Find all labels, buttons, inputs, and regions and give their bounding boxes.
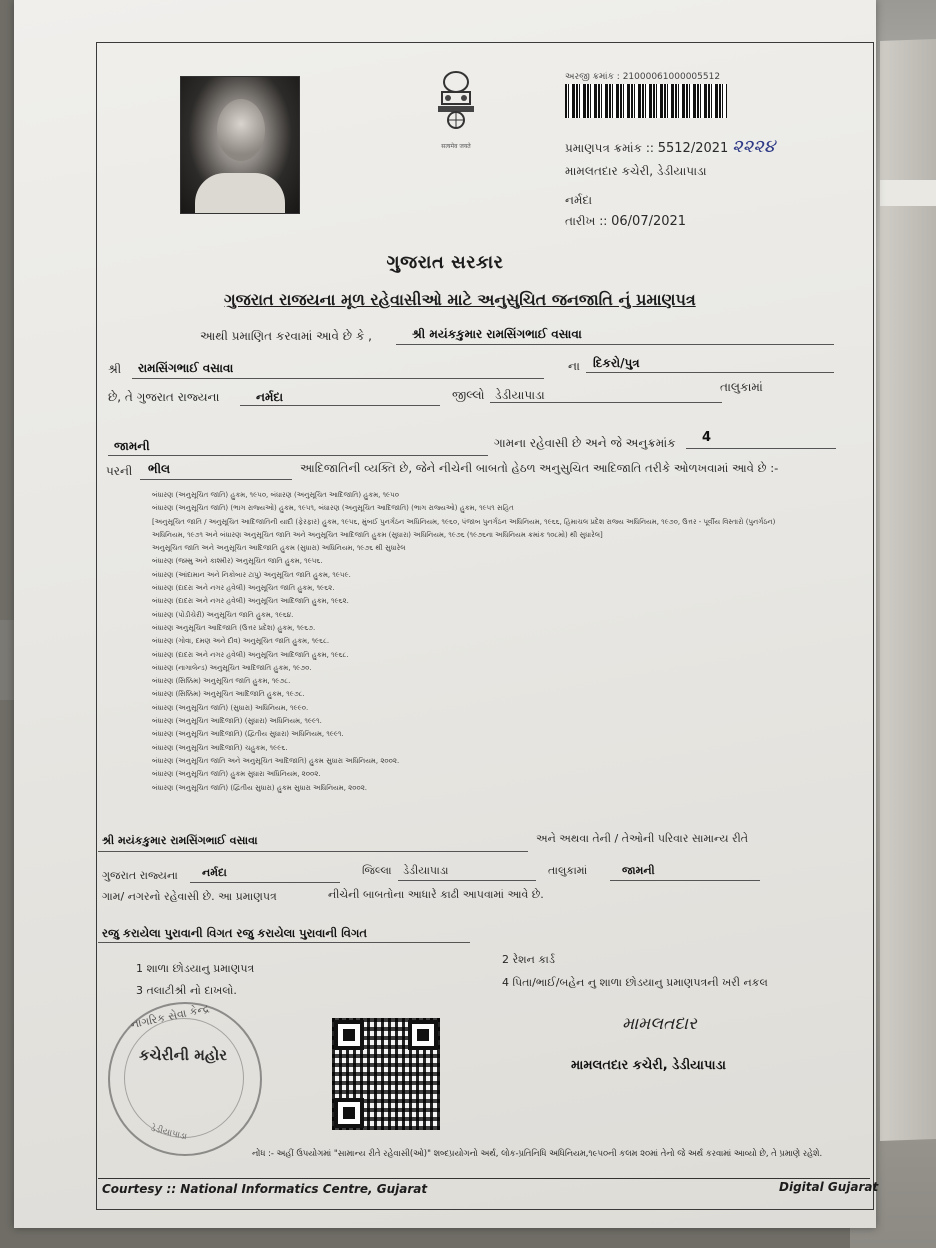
schedule-item: બંધારણ (સિક્કિમ) અનુસૂચિત આદિજાતિ હુકમ, ૧૯૭૮. [152,690,305,699]
village-underline [108,455,488,456]
schedule-item: બંધારણ (અનુસૂચિત જાતિ અને અનુસૂચિત આદિજાતિ) હુકમ સુધારા અધિનિયમ, ૨૦૦૨. [152,756,400,765]
serial-number: 4 [702,430,712,445]
tribe-text: આદિજાતિની વ્યક્તિ છે, જેને નીચેની બાબતો હેઠળ અનુસુચિત આદિજાતિ તરીકે ઓળખવામાં આવે છે :- [300,461,779,475]
seal-center-text: કચેરીની મહોર [138,1046,228,1064]
district-label: જીલ્લો [452,388,485,402]
qr-finder [408,1020,438,1050]
schedule-item: બંધારણ (અનુસૂચિત જાતિ) હુકમ, ૧૯૫૦, બંધારણ (અનુસૂચિત આદિજાતિ) હુકમ, ૧૯૫૦ [152,491,399,499]
village-text: ગામના રહેવાસી છે અને જે અનુક્રમાંક [494,436,676,450]
government-title: ગુજરાત સરકાર [386,252,504,273]
schedule-item: બંધારણ અનુસૂચિત આદિજાતિ (ઉત્તર પ્રદેશ) હુકમ, ૧૯૬૭. [152,623,316,632]
schedule-item: બંધારણ (દાદરા અને નગર હવેલી) અનુસૂચિત આદિજાતિ હુકમ, ૧૯૬૮. [152,650,349,659]
tribe-value: ભીલ [148,462,171,476]
officer-signature: મામલતદાર [622,1014,697,1034]
lower-district-label: જિલ્લા [362,864,392,877]
issue-date-row [565,214,686,229]
applicant-photo [180,76,300,214]
schedule-item: [અનુસૂચિત જાતિ / અનુસૂચિત આદિજાતિની યાદી (ફેરફાર) હુકમ, ૧૯૫૬, મુંબઈ પુનર્ગઠન અધિનિયમ, ૧૯૬૦, પંજાબ પુનર્ગઠન અધિનિયમ, ૧૯૬૬, હિમાચલ પ્રદેશ રાજ્ય અધિનિયમ, ૧૯૭૦, ઉત્તર - પૂર્વીય વિસ્તારો (પુનર્ગઠન) [152,517,776,526]
family-text: અને અથવા તેની / તેઓની પરિવાર સામાન્ય રીતે [536,832,749,845]
name-underline [396,344,834,345]
residence-text: ગામ/ નગરનો રહેવાસી છે. આ પ્રમાણપત્ર [102,890,277,903]
schedule-item: બંધારણ (ગોવા, દમણ અને દીવ) અનુસૂચિત જાતિ હુકમ, ૧૯૬૮. [152,637,330,646]
relation: દિકરો/પુત્ર [593,356,640,370]
lower-district: નર્મદા [202,866,227,879]
footnote: નોંધ :- અહીં ઉપયોગમાં "સામાન્ય રીતે રહેવાસી(ઓ)" શબ્દપ્રયોગનો અર્થ, લોક-પ્રતિનિધિ અધિનિયમ,૧૯૫૦ની કલમ ૨૦માં તેનો જે અર્થ કરવામાં આવ્યો છે, તે પ્રમાણે રહેશે. [252,1148,823,1158]
photo-face [217,99,265,161]
issue-date: 06/07/2021 [611,214,687,229]
schedule-item: અનુસૂચિત જાતિ અને અનુસૂચિત આદિજાતિ હુકમ (સુધારા) અધિનિયમ, ૧૯૭૬ થી સુધારેલ [152,544,406,553]
lower-taluka: ડેડીયાપાડા [403,864,449,877]
lower-person-name: શ્રી મયંકકુમાર રામસિંગભાઈ વસાવા [102,834,258,847]
schedule-item: બંધારણ (અનુસૂચિત આદિજાતિ) (દ્વિતીય સુધારા) અધિનિયમ, ૧૯૯૧. [152,730,344,739]
courtesy-text: Courtesy :: National Informatics Centre, Gujarat [102,1182,428,1196]
lower-taluka-underline [398,880,536,881]
qr-finder [334,1020,364,1050]
lower-name-underline [98,851,528,852]
evidence-item: 3 તલાટીશ્રી નો દાખલો. [136,984,237,997]
handwritten-number: ૨૨૨૪ [732,136,775,157]
qr-finder [334,1098,364,1128]
taluka-label: તાલુકામાં [720,380,763,394]
district-value: નર્મદા [256,390,284,404]
schedule-list [152,489,832,795]
schedule-item: બંધારણ (પોંડીચેરી) અનુસૂચિત જાતિ હુકમ, ૧૯૬૪. [152,610,294,619]
evidence-item: 1 શાળા છોડયાનુ પ્રમાણપત્ર [136,962,255,975]
basis-text: નીચેની બાબતોના આધારે કાઢી આપવામાં આવે છે. [328,888,544,901]
taluka-underline [490,402,722,403]
photo-shirt [195,173,285,213]
schedule-item: બંધારણ (અનુસૂચિત જાતિ) (સુધારા) અધિનિયમ, ૧૯૯૦. [152,703,309,712]
barcode [565,84,727,118]
schedule-item: બંધારણ (અનુસૂચિત આદિજાતિ) (સુધારા) અધિનિયમ, ૧૯૯૧. [152,717,322,726]
office-seal-inner [124,1018,244,1138]
certificate-title: ગુજરાત રાજયના મૂળ રહેવાસીઓ માટે અનુસુચિત જનજાતિ નું પ્રમાણપત્ર [224,290,696,309]
tribe-underline [140,479,292,480]
schedule-item: બંધારણ (દાદરા અને નગર હવેલી) અનુસૂચિત જાતિ હુકમ, ૧૯૬૨. [152,584,335,593]
serial-underline [686,448,836,449]
application-number: અરજી ક્રમાંક : 21000061000005512 [565,72,721,82]
village-value: જામની [114,439,150,453]
evidence-item: 4 પિતા/ભાઈ/બહેન નુ શાળા છોડયાનુ પ્રમાણપત્રની ખરી નકલ [502,976,768,989]
evidence-item: 2 રેશન કાર્ડ [502,953,555,966]
date-label: તારીખ :: [565,214,608,228]
emblem-caption: सत्यमेव जयते [441,143,471,150]
schedule-item: બંધારણ (આંદામાન અને નિકોબાર ટાપુ) અનુસૂચિત જાતિ હુકમ, ૧૯૫૯. [152,570,351,579]
issuing-office: મામલતદાર કચેરી, ડેડીયાપાડા [565,164,707,178]
certificate-number-label: પ્રમાણપત્ર ક્રમાંક :: [565,141,654,155]
evidence-heading: રજુ કરાયેલા પુરાવાની વિગત રજુ કરાયેલા પુરાવાની વિગત [102,926,367,940]
signature-office: મામલતદાર કચેરી, ડેડીયાપાડા [571,1058,726,1073]
certificate-number: 5512/2021 [657,141,729,156]
schedule-item: બંધારણ (જમ્મુ અને કાશ્મીર) અનુસૂચિત જાતિ હુકમ, ૧૯૫૬. [152,557,323,566]
issuing-district: નર્મદા [565,193,593,207]
seal-bottom-text: ડેડીયાપાડા [149,1123,188,1143]
father-underline [132,378,544,379]
schedule-item: બંધારણ (દાદરા અને નગર હવેલી) અનુસૂચિત આદિજાતિ હુકમ, ૧૯૬૨. [152,597,349,606]
person-name: શ્રી મયંકકુમાર રામસિંગભાઈ વસાવા [412,327,582,341]
father-name: રામસિંગભાઈ વસાવા [138,361,234,375]
seal-top-text: નાગરિક સેવા કેન્દ્ર [129,1001,211,1032]
relation-underline [586,372,834,373]
shri-prefix: શ્રી [108,362,122,376]
lower-village-underline [610,880,760,881]
district-underline [240,405,440,406]
lower-state-text: ગુજરાત રાજ્યના [102,869,178,882]
na-label: ના [568,359,580,373]
paraji-label: પરની [106,464,133,478]
lower-taluka-label: તાલુકામાં [548,864,588,877]
lower-village: જામની [622,864,655,877]
lower-district-underline [190,882,340,883]
schedule-item: બંધારણ (અનુસૂચિત આદિજાતિ) ચહુકમ, ૧૯૯૬. [152,743,288,752]
qr-code [332,1018,440,1130]
evidence-underline [98,942,470,943]
national-emblem-icon [428,68,484,140]
adjacent-paper-strip [880,180,936,206]
certify-text: આથી પ્રમાણિત કરવામાં આવે છે કે , [200,329,372,343]
certificate-number-row [565,136,775,157]
schedule-item: અધિનિયમ, ૧૯૭૧ અને બંધારણ અનુસૂચિત જાતિ અને અનુસૂચિત આદિજાતિ હુકમ (સુધારા) અધિનિયમ, ૧૯૭૬ (૧૯૭૬ના અધિનિયમ ક્રમાંક ૧૦૮મો) થી સુધારેલ] [152,530,603,539]
taluka-value: ડેડીયાપાડા [495,388,545,402]
brand-text: Digital Gujarat [779,1180,879,1194]
schedule-item: બંધારણ (સિક્કિમ) અનુસૂચિત જાતિ હુકમ, ૧૯૭૮. [152,677,291,686]
schedule-item: બંધારણ (અનુસૂચિત જાતિ) હુકમ સુધારા અધિનિયમ, ૨૦૦૨. [152,770,321,779]
schedule-item: બંધારણ (અનુસૂચિત જાતિ) (ભાગ રાજ્યઓ) હુકમ, ૧૯૫૧, બંધારણ (અનુસૂચિત આદિજાતિ) (ભાગ રાજ્યઓ) હુકમ, ૧૯૫૧ સહિત [152,504,514,513]
state-text: છે, તે ગુજરાત રાજ્યના [108,390,220,404]
schedule-item: બંધારણ (નાગાલેન્ડ) અનુસૂચિત આદિજાતિ હુકમ, ૧૯૭૦. [152,663,312,672]
schedule-item: બંધારણ (અનુસૂચિત જાતિ) (દ્વિતીય સુધારા) હુકમ સુધારા અધિનિયમ, ૨૦૦૨. [152,783,368,792]
